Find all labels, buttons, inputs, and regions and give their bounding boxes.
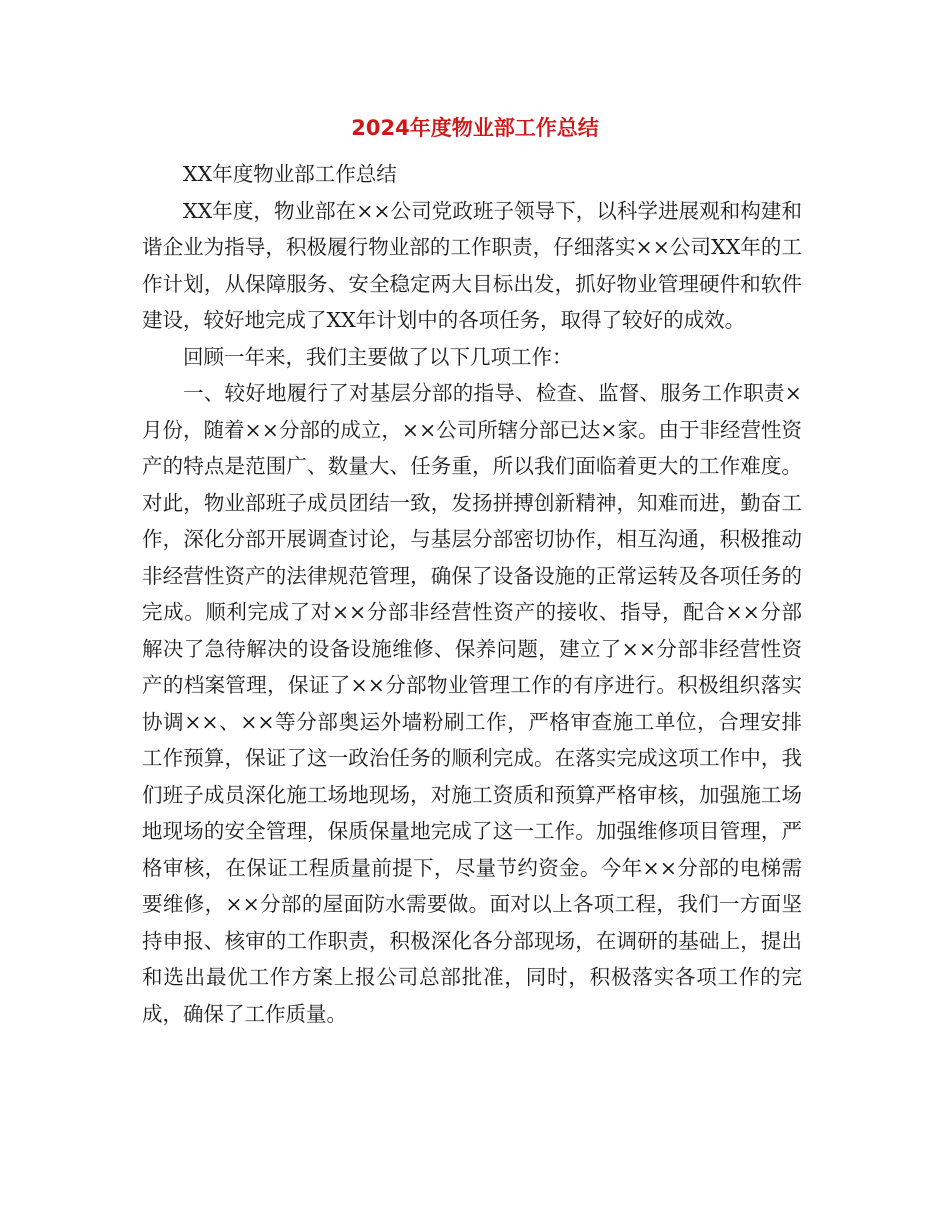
paragraph-subtitle: XX年度物业部工作总结	[183, 162, 397, 186]
document-title: 2024年度物业部工作总结	[351, 116, 599, 140]
paragraph-section-one: 一、较好地履行了对基层分部的指导、检查、监督、服务工作职责×月份，随着××分部的成立，××公司所辖分部已达×家。由于非经营性资产的特点是范围广、数量大、任务重，所以我们面临着更大的工作难度。对此，物业部班子成员团结一致，发扬拼搏创新精神，知难而进，勤奋工作，深化分部开展调查讨论，与基层分部密切协作，相互沟通，积极推动非经营性资产的法律规范管理，确保了设备设施的正常运转及各项任务的完成。顺利完成了对××分部非经营性资产的接收、指导，配合××分部解决了急待解决的设备设施维修、保养问题，建立了××分部非经营性资产的档案管理，保证了××分部物业管理工作的有序进行。积极组织落实协调××、××等分部奥运外墙粉刷工作，严格审查施工单位，合理安排工作预算，保证了这一政治任务的顺利完成。在落实完成这项工作中，我们班子成员深化施工场地现场，对施工资质和预算严格审核，加强施工场地现场的安全管理，保质保量地完成了这一工作。加强维修项目管理，严格审核，在保证工程质量前提下，尽量节约资金。今年××分部的电梯需要维修，××分部的屋面防水需要做。面对以上各项工程，我们一方面坚 持申报、核审的工作职责，积极深化各分部现场，在调研的基础上，提出和选出最优工作方案上报公司总部批准，同时，积极落实各项工作的完成，确保了工作质量。	[142, 381, 802, 1026]
document-body	[142, 156, 802, 1032]
paragraph-intro: XX年度，物业部在××公司党政班子领导下，以科学进展观和构建和谐企业为指导，积极履行物业部的工作职责，仔细落实××公司XX年的工作计划，从保障服务、安全稳定两大目标出发，抓好物业管理硬件和软件建设，较好地完成了XX年计划中的各项任务，取得了较好的成效。	[142, 198, 802, 332]
paragraph-review: 回顾一年来，我们主要做了以下几项工作：	[183, 344, 573, 369]
